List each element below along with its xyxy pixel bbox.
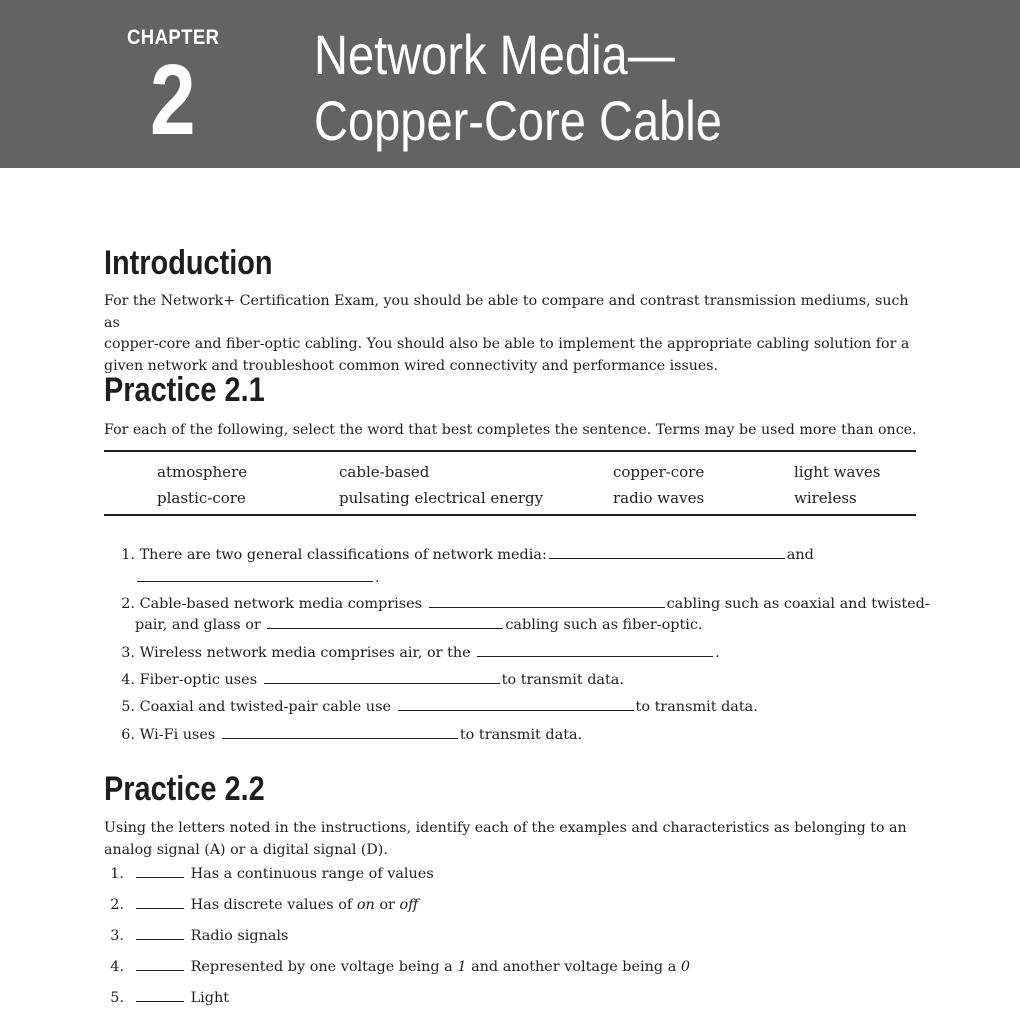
question-2-continued: pair, and glass or cabling such as fiber-optic. [135, 617, 703, 633]
term: copper-core [613, 463, 705, 481]
chapter-title-line1: Network Media— [314, 23, 675, 86]
question-3: 3. Wireless network media comprises air, or the . [121, 645, 720, 661]
answer-blank[interactable] [136, 926, 184, 940]
term: wireless [794, 489, 857, 507]
answer-blank[interactable] [136, 957, 184, 971]
item-5: 5. Light [110, 990, 229, 1006]
item-1: 1. Has a continuous range of values [110, 866, 434, 882]
practice-2-1-heading: Practice 2.1 [104, 371, 265, 409]
chapter-number: 2 [150, 44, 196, 156]
answer-blank[interactable] [398, 697, 634, 711]
item-2: 2. Has discrete values of on or off [110, 897, 419, 913]
item-3: 3. Radio signals [110, 928, 289, 944]
intro-line: given network and troubleshoot common wired connectivity and performance issues. [104, 357, 719, 374]
practice-2-2-heading: Practice 2.2 [104, 770, 265, 808]
chapter-banner [0, 0, 1020, 168]
term: pulsating electrical energy [339, 489, 544, 507]
term-box-bottom-rule [104, 514, 916, 516]
question-2: 2. Cable-based network media comprises cabling such as coaxial and twisted- [121, 596, 930, 612]
answer-blank[interactable] [136, 988, 184, 1002]
term: atmosphere [157, 463, 248, 481]
answer-blank[interactable] [549, 545, 785, 559]
intro-line: For the Network+ Certification Exam, you should be able to compare and contrast transmission mediums, such as [104, 293, 909, 331]
answer-blank[interactable] [264, 670, 500, 684]
term-box-top-rule [104, 450, 916, 452]
question-6: 6. Wi-Fi uses to transmit data. [121, 727, 583, 743]
answer-blank[interactable] [267, 615, 503, 629]
item-4: 4. Represented by one voltage being a 1 and another voltage being a 0 [110, 959, 691, 975]
answer-blank[interactable] [222, 725, 458, 739]
term: light waves [794, 463, 881, 481]
answer-blank[interactable] [136, 895, 184, 909]
intro-paragraph [104, 291, 919, 377]
practice-2-2-instruction: Using the letters noted in the instructions, identify each of the examples and characteristics as belonging to an analog signal (A) or a digital signal (D). [104, 820, 907, 858]
chapter-label: CHAPTER [127, 26, 220, 49]
chapter-title [314, 22, 722, 154]
question-1-continued: . [135, 568, 380, 589]
chapter-title-line2: Copper-Core Cable [314, 89, 722, 152]
term: plastic-core [157, 489, 246, 507]
question-4: 4. Fiber-optic uses to transmit data. [121, 672, 624, 688]
term: radio waves [613, 489, 705, 507]
practice-2-1-instruction: For each of the following, select the word that best completes the sentence. Terms may be used more than once. [104, 422, 917, 438]
intro-line: copper-core and fiber-optic cabling. You should also be able to implement the appropriate cabling solution for a [104, 336, 910, 352]
answer-blank[interactable] [429, 594, 665, 608]
answer-blank[interactable] [136, 864, 184, 878]
term: cable-based [339, 463, 430, 481]
question-5: 5. Coaxial and twisted-pair cable use to transmit data. [121, 699, 758, 715]
answer-blank[interactable] [477, 643, 713, 657]
question-1: 1. There are two general classifications of network media: and [121, 547, 814, 563]
intro-heading: Introduction [104, 244, 273, 282]
answer-blank[interactable] [137, 568, 373, 582]
